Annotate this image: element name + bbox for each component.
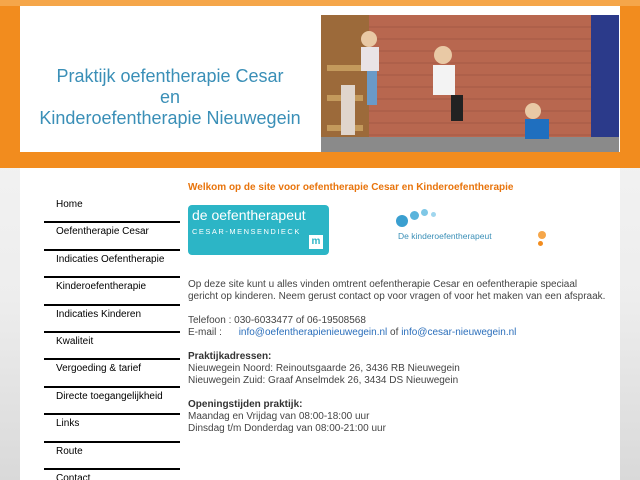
site-title-line3: Kinderoefentherapie Nieuwegein [39, 108, 301, 128]
logo-dot-icon [421, 209, 428, 216]
hours-tue-thu: Dinsdag t/m Donderdag van 08:00-21:00 uur [188, 423, 386, 434]
addresses-block [188, 351, 608, 387]
kinderoefentherapeut-logo-text: De kinderoefentherapeut [398, 231, 492, 241]
oefentherapeut-logo[interactable] [188, 205, 329, 255]
addresses-heading: Praktijkadressen: [188, 351, 272, 362]
main-navigation [44, 196, 180, 480]
header-orange-bar [20, 152, 620, 168]
hours-heading: Openingstijden praktijk: [188, 399, 303, 410]
nav-item-kwaliteit[interactable]: Kwaliteit [44, 333, 180, 360]
nav-item-route[interactable]: Route [44, 443, 180, 470]
nav-item-vergoeding-tarief[interactable]: Vergoeding & tarief [44, 360, 180, 387]
logo-dot-icon [538, 241, 543, 246]
orange-band-left [0, 6, 20, 168]
nav-item-kinderoefentherapie[interactable]: Kinderoefentherapie [44, 278, 180, 305]
site-header [20, 6, 620, 168]
logo-mark-icon: m [309, 235, 323, 249]
phone-text: Telefoon : 030-6033477 of 06-19508568 [188, 315, 366, 326]
intro-text: Op deze site kunt u alles vinden omtrent oefentherapie Cesar en oefentherapie speciaal gericht op kinderen. Neem gerust contact op voor vragen of voor het maken van een afspraak. [188, 279, 606, 302]
hours-block [188, 399, 608, 435]
nav-item-links[interactable]: Links [44, 415, 180, 442]
email-link-oefentherapienieuwegein[interactable]: info@oefentherapienieuwegein.nl [238, 327, 388, 338]
oefentherapeut-logo-subtitle: CESAR-MENSENDIECK [192, 227, 301, 236]
logo-dot-icon [538, 231, 546, 239]
welcome-heading: Welkom op de site voor oefentherapie Cesar en Kinderoefentherapie [188, 182, 514, 193]
nav-item-directe-toegangelijkheid[interactable]: Directe toegangelijkheid [44, 388, 180, 415]
site-title-line2: en [159, 87, 181, 107]
oefentherapeut-logo-title: de oefentherapeut [192, 207, 306, 223]
nav-item-indicaties-kinderen[interactable]: Indicaties Kinderen [44, 306, 180, 333]
contact-block [188, 315, 608, 339]
page-container [20, 6, 620, 480]
main-content [188, 182, 608, 435]
orange-band-right [620, 6, 640, 168]
email-separator: of [387, 327, 402, 338]
logo-dot-icon [431, 212, 436, 217]
site-title [20, 66, 320, 129]
site-title-line1: Praktijk oefentherapie Cesar [56, 66, 284, 86]
email-label: E-mail : [188, 327, 222, 338]
nav-item-home[interactable]: Home [44, 196, 180, 223]
logo-row [188, 205, 608, 265]
nav-item-indicaties-oefentherapie[interactable]: Indicaties Oefentherapie [44, 251, 180, 278]
address-zuid: Nieuwegein Zuid: Graaf Anselmdek 26, 3434 DS Nieuwegein [188, 375, 459, 386]
kinderoefentherapeut-logo[interactable] [388, 209, 568, 249]
nav-item-contact[interactable]: Contact [44, 470, 180, 480]
logo-dot-icon [396, 215, 408, 227]
logo-dot-icon [410, 211, 419, 220]
address-noord: Nieuwegein Noord: Reinoutsgaarde 26, 3436 RB Nieuwegein [188, 363, 460, 374]
hours-mon-fri: Maandag en Vrijdag van 08:00-18:00 uur [188, 411, 370, 422]
header-photo [321, 15, 619, 152]
nav-item-oefentherapie-cesar[interactable]: Oefentherapie Cesar [44, 223, 180, 250]
email-link-cesar-nieuwegein[interactable]: info@cesar-nieuwegein.nl [401, 327, 517, 338]
